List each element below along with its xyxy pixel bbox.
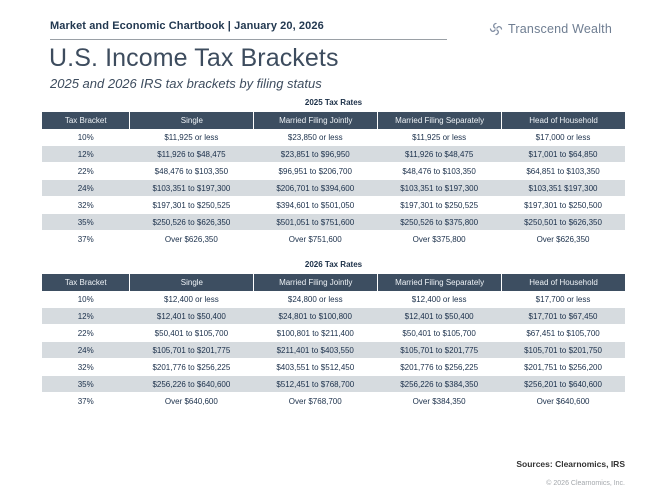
table-cell: 10% — [42, 129, 129, 146]
table-cell: $105,701 to $201,750 — [501, 342, 625, 359]
table-cell: 24% — [42, 180, 129, 197]
column-header: Married Filing Jointly — [253, 274, 377, 291]
chartbook-label: Market and Economic Chartbook | January 20, 2026 — [50, 20, 324, 32]
table-row — [42, 163, 625, 180]
copyright-note: © 2026 Clearnomics, Inc. — [546, 480, 625, 487]
table-caption-2026: 2026 Tax Rates — [304, 260, 363, 269]
table-cell: $17,700 or less — [501, 291, 625, 308]
table-cell: 10% — [42, 291, 129, 308]
table-cell: Over $768,700 — [253, 393, 377, 410]
table-cell: Over $626,350 — [501, 231, 625, 248]
table-cell: $48,476 to $103,350 — [377, 163, 501, 180]
table-cell: $12,400 or less — [129, 291, 253, 308]
table-cell: $23,850 or less — [253, 129, 377, 146]
table-cell: $394,601 to $501,050 — [253, 197, 377, 214]
table-cell: Over $640,600 — [129, 393, 253, 410]
table-row — [42, 214, 625, 231]
pinwheel-icon — [489, 22, 503, 36]
table-cell: $17,000 or less — [501, 129, 625, 146]
tax-table-2025 — [42, 112, 625, 248]
table-cell: $103,351 to $197,300 — [129, 180, 253, 197]
table-cell: Over $640,600 — [501, 393, 625, 410]
table-cell: $197,301 to $250,525 — [377, 197, 501, 214]
table-cell: 35% — [42, 376, 129, 393]
table-row — [42, 291, 625, 308]
page-title: U.S. Income Tax Brackets — [49, 44, 339, 72]
table-cell: $11,925 or less — [129, 129, 253, 146]
table-row — [42, 376, 625, 393]
column-header: Single — [129, 112, 253, 129]
tax-table-2026 — [42, 274, 625, 410]
table-row — [42, 393, 625, 410]
table-caption-2025: 2025 Tax Rates — [304, 98, 363, 107]
table-row — [42, 231, 625, 248]
table-cell: $100,801 to $211,400 — [253, 325, 377, 342]
table-cell: $11,926 to $48,475 — [377, 146, 501, 163]
table-cell: 12% — [42, 146, 129, 163]
table-row — [42, 325, 625, 342]
table-cell: $24,801 to $100,800 — [253, 308, 377, 325]
table-header-row — [42, 112, 625, 129]
table-cell: Over $751,600 — [253, 231, 377, 248]
table-cell: $103,351 $197,300 — [501, 180, 625, 197]
column-header: Single — [129, 274, 253, 291]
column-header: Married Filing Jointly — [253, 112, 377, 129]
table-header-row — [42, 274, 625, 291]
table-cell: $11,925 or less — [377, 129, 501, 146]
table-cell: $67,451 to $105,700 — [501, 325, 625, 342]
table-cell: $50,401 to $105,700 — [129, 325, 253, 342]
page-subtitle: 2025 and 2026 IRS tax brackets by filing status — [50, 76, 322, 91]
table-cell: 35% — [42, 214, 129, 231]
table-cell: $256,201 to $640,600 — [501, 376, 625, 393]
brand-logo — [489, 22, 612, 36]
table-cell: $250,526 to $375,800 — [377, 214, 501, 231]
footer — [516, 459, 625, 487]
table-cell: $17,701 to $67,450 — [501, 308, 625, 325]
table-cell: Over $384,350 — [377, 393, 501, 410]
table-cell: $201,776 to $256,225 — [377, 359, 501, 376]
table-cell: $11,926 to $48,475 — [129, 146, 253, 163]
table-cell: $197,301 to $250,500 — [501, 197, 625, 214]
column-header: Head of Household — [501, 112, 625, 129]
table-cell: $201,751 to $256,200 — [501, 359, 625, 376]
table-cell: $64,851 to $103,350 — [501, 163, 625, 180]
tax-table-section-2026 — [42, 260, 625, 410]
table-cell: $12,401 to $50,400 — [129, 308, 253, 325]
sources-note: Sources: Clearnomics, IRS — [516, 459, 625, 469]
table-row — [42, 129, 625, 146]
table-cell: $17,001 to $64,850 — [501, 146, 625, 163]
table-cell: $48,476 to $103,350 — [129, 163, 253, 180]
table-cell: $403,551 to $512,450 — [253, 359, 377, 376]
table-cell: Over $626,350 — [129, 231, 253, 248]
table-cell: $256,226 to $384,350 — [377, 376, 501, 393]
table-cell: 32% — [42, 359, 129, 376]
table-cell: $512,451 to $768,700 — [253, 376, 377, 393]
table-cell: $250,526 to $626,350 — [129, 214, 253, 231]
table-cell: $250,501 to $626,350 — [501, 214, 625, 231]
table-cell: $50,401 to $105,700 — [377, 325, 501, 342]
table-cell: $105,701 to $201,775 — [377, 342, 501, 359]
column-header: Married Filing Separately — [377, 274, 501, 291]
table-cell: $12,400 or less — [377, 291, 501, 308]
table-cell: 22% — [42, 163, 129, 180]
masthead — [50, 16, 447, 40]
table-cell: Over $375,800 — [377, 231, 501, 248]
table-cell: $96,951 to $206,700 — [253, 163, 377, 180]
table-row — [42, 359, 625, 376]
brand-name: Transcend Wealth — [508, 22, 612, 36]
table-cell: 12% — [42, 308, 129, 325]
table-cell: $24,800 or less — [253, 291, 377, 308]
table-cell: $105,701 to $201,775 — [129, 342, 253, 359]
table-row — [42, 308, 625, 325]
table-cell: $211,401 to $403,550 — [253, 342, 377, 359]
table-cell: $197,301 to $250,525 — [129, 197, 253, 214]
column-header: Married Filing Separately — [377, 112, 501, 129]
table-cell: 37% — [42, 393, 129, 410]
table-cell: $103,351 to $197,300 — [377, 180, 501, 197]
table-cell: 24% — [42, 342, 129, 359]
table-row — [42, 180, 625, 197]
table-cell: $12,401 to $50,400 — [377, 308, 501, 325]
table-cell: $23,851 to $96,950 — [253, 146, 377, 163]
table-cell: 22% — [42, 325, 129, 342]
table-row — [42, 342, 625, 359]
table-cell: $501,051 to $751,600 — [253, 214, 377, 231]
table-row — [42, 197, 625, 214]
column-header: Tax Bracket — [42, 112, 129, 129]
table-cell: $206,701 to $394,600 — [253, 180, 377, 197]
table-cell: 37% — [42, 231, 129, 248]
tax-table-section-2025 — [42, 98, 625, 248]
table-row — [42, 146, 625, 163]
column-header: Head of Household — [501, 274, 625, 291]
column-header: Tax Bracket — [42, 274, 129, 291]
table-cell: $201,776 to $256,225 — [129, 359, 253, 376]
table-cell: $256,226 to $640,600 — [129, 376, 253, 393]
table-cell: 32% — [42, 197, 129, 214]
